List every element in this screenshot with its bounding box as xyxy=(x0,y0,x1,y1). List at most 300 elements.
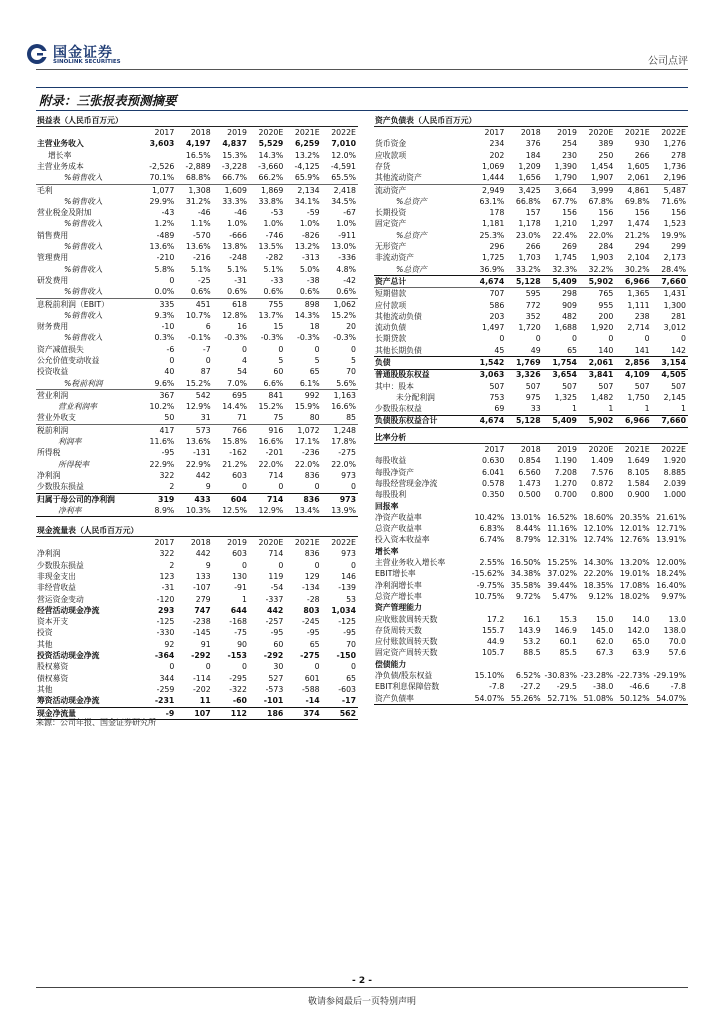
value-cell: 12.74% xyxy=(583,535,614,545)
ratio-analysis-table xyxy=(374,432,688,705)
row-label: 主营业务收入 xyxy=(37,139,84,149)
value-cell: 772 xyxy=(525,300,541,310)
page-header xyxy=(0,0,724,80)
value-cell: 5,529 xyxy=(258,139,284,149)
value-cell: -4,591 xyxy=(330,161,356,171)
table-row xyxy=(374,512,688,523)
row-label: 归属于母公司的净利润 xyxy=(36,493,140,505)
value-cell: 155.7 xyxy=(482,625,505,635)
value-cell: 1,034 xyxy=(331,605,356,615)
value-cell: 644 xyxy=(230,605,247,615)
value-cell: 32.2% xyxy=(588,264,614,274)
value-cell: 0.6% xyxy=(227,287,247,297)
value-cell: 1.270 xyxy=(554,478,577,488)
value-cell: -46 xyxy=(234,208,247,218)
value-cell: 129 xyxy=(304,571,320,581)
row-label: EBIT增长率 xyxy=(375,569,416,579)
row-label: 无形资产 xyxy=(375,242,407,252)
value-cell: 141 xyxy=(634,345,650,355)
value-cell: -9.75% xyxy=(476,580,505,590)
value-cell: 374 xyxy=(285,707,321,719)
value-cell: 507 xyxy=(598,381,614,391)
row-label: 未分配利润 xyxy=(396,392,435,402)
row-label: 存货周转天数 xyxy=(375,625,422,635)
value-cell: 0 xyxy=(169,275,175,285)
value-cell: 0 xyxy=(242,482,247,492)
value-cell: 0 xyxy=(278,482,284,492)
value-cell: 31.2% xyxy=(185,196,211,206)
value-cell: 0 xyxy=(314,560,320,570)
value-cell: 60 xyxy=(273,639,284,649)
value-cell: 0.500 xyxy=(518,490,541,500)
section-title: 损益表（人民币百万元） xyxy=(36,115,358,127)
value-cell: 482 xyxy=(562,311,577,321)
value-cell: 1 xyxy=(644,404,650,414)
value-cell: -210 xyxy=(156,253,175,263)
value-cell: 1,209 xyxy=(518,161,541,171)
value-cell: 30 xyxy=(273,662,284,672)
table-row xyxy=(374,682,688,693)
value-cell: 507 xyxy=(525,381,541,391)
value-cell: 766 xyxy=(213,425,249,437)
value-cell: 12.5% xyxy=(213,505,249,517)
value-cell: 13.2% xyxy=(294,242,320,252)
value-cell: 13.0% xyxy=(331,242,356,252)
value-cell: -295 xyxy=(229,673,247,683)
value-cell: 1,769 xyxy=(506,357,542,369)
value-cell: 33 xyxy=(530,404,541,414)
row-label: 所得税率 xyxy=(58,459,90,469)
value-cell: -14 xyxy=(305,696,320,706)
row-label: 利润率 xyxy=(58,437,82,447)
value-cell: 107 xyxy=(176,707,212,719)
table-row xyxy=(374,381,688,392)
value-cell: -275 xyxy=(300,651,320,661)
value-cell: 145.0 xyxy=(590,625,614,635)
value-cell: 3,999 xyxy=(579,184,615,196)
value-cell: 22.4% xyxy=(552,230,577,240)
value-cell: 3,425 xyxy=(506,184,542,196)
value-cell: -257 xyxy=(265,617,284,627)
value-cell: 0 xyxy=(278,344,284,354)
value-cell: 1.0% xyxy=(336,219,356,229)
value-cell: -292 xyxy=(191,651,211,661)
value-cell: 507 xyxy=(489,381,505,391)
table-row xyxy=(36,344,358,355)
row-label: 经营活动现金净流 xyxy=(37,605,100,615)
value-cell: -168 xyxy=(229,617,247,627)
table-row xyxy=(374,184,688,196)
value-cell: 70 xyxy=(346,639,356,649)
row-label: 负债股东权益合计 xyxy=(374,415,470,427)
value-cell: 695 xyxy=(213,390,249,402)
value-cell: 542 xyxy=(176,390,212,402)
row-label: EBIT利息保障倍数 xyxy=(375,682,440,692)
value-cell: 1,523 xyxy=(663,219,686,229)
value-cell: -114 xyxy=(192,673,211,683)
value-cell: 1.473 xyxy=(518,478,541,488)
value-cell: -25 xyxy=(197,275,211,285)
value-cell: 1,300 xyxy=(663,300,686,310)
value-cell: 352 xyxy=(525,311,541,321)
value-cell: -911 xyxy=(338,230,356,240)
value-cell: 5.6% xyxy=(336,378,356,388)
cash-flow-panel xyxy=(36,525,358,720)
value-cell: 4,109 xyxy=(615,369,651,381)
page-number: - 2 - xyxy=(352,976,372,986)
row-label: 长期贷款 xyxy=(375,334,407,344)
value-cell: 0 xyxy=(351,560,356,570)
logo-text-en: SINOLINK SECURITIES xyxy=(53,59,121,65)
value-cell: 15.2% xyxy=(258,402,284,412)
table-row xyxy=(36,628,358,639)
row-label: 少数股东权益 xyxy=(375,404,422,414)
value-cell: 1.1% xyxy=(190,219,211,229)
value-cell: 39.44% xyxy=(547,580,577,590)
value-cell: 15.3% xyxy=(222,150,247,160)
value-cell: 18.02% xyxy=(619,591,650,601)
value-cell: 25.3% xyxy=(479,230,505,240)
value-cell: 203 xyxy=(489,311,505,321)
value-cell: 1,720 xyxy=(518,323,541,333)
value-cell: 9 xyxy=(205,482,211,492)
income-statement-panel xyxy=(36,115,358,517)
value-cell: -330 xyxy=(156,628,175,638)
value-cell: 69 xyxy=(494,404,505,414)
value-cell: 31 xyxy=(200,413,211,423)
value-cell: -95 xyxy=(161,448,175,458)
table-row xyxy=(374,659,688,670)
section-title: 资产负债表（人民币百万元） xyxy=(374,115,688,127)
table-row xyxy=(36,639,358,650)
value-cell: 234 xyxy=(489,139,505,149)
value-cell: 1,482 xyxy=(590,392,614,402)
row-label: 毛利 xyxy=(36,184,140,196)
value-cell: 254 xyxy=(562,139,577,149)
value-cell: 298 xyxy=(543,288,579,300)
value-cell: 7,660 xyxy=(652,415,688,427)
header-divider xyxy=(36,69,688,70)
value-cell: 184 xyxy=(525,150,541,160)
row-label: 净利率 xyxy=(36,505,140,517)
value-cell: 714 xyxy=(268,470,284,480)
year-header: 2017 xyxy=(140,127,176,139)
value-cell: 0 xyxy=(278,560,284,570)
value-cell: 1,072 xyxy=(285,425,321,437)
value-cell: 299 xyxy=(671,242,686,252)
row-label: 非现金支出 xyxy=(37,571,76,581)
year-header: 2019 xyxy=(213,127,249,139)
value-cell: 18.24% xyxy=(656,569,686,579)
table-row xyxy=(374,580,688,591)
table-row xyxy=(36,493,358,505)
value-cell: -588 xyxy=(301,684,320,694)
table-row xyxy=(374,345,688,357)
value-cell: 13.4% xyxy=(285,505,321,517)
value-cell: 146.9 xyxy=(554,625,577,635)
value-cell: 322 xyxy=(159,470,175,480)
row-label: 净资产收益率 xyxy=(375,512,422,522)
value-cell: 1,297 xyxy=(590,219,614,229)
value-cell xyxy=(615,501,651,512)
value-cell: 156 xyxy=(634,208,650,218)
value-cell: 1,454 xyxy=(590,161,614,171)
value-cell: 0 xyxy=(242,344,247,354)
value-cell: 0 xyxy=(499,334,505,344)
table-row xyxy=(374,467,688,478)
value-cell: 13.6% xyxy=(149,242,175,252)
balance-sheet-table xyxy=(374,115,688,428)
value-cell: 417 xyxy=(140,425,176,437)
value-cell: 16.52% xyxy=(547,512,577,522)
row-label: 投资活动现金净流 xyxy=(37,651,100,661)
value-cell: 156 xyxy=(598,208,614,218)
table-row xyxy=(374,300,688,311)
value-cell: 2 xyxy=(169,560,175,570)
row-label: 短期借款 xyxy=(374,288,470,300)
value-cell: 2 xyxy=(169,482,175,492)
value-cell: 8.885 xyxy=(663,467,686,477)
value-cell: 1,869 xyxy=(249,184,285,196)
row-label: 投资 xyxy=(37,628,53,638)
value-cell: 3,664 xyxy=(543,184,579,196)
value-cell: 21.2% xyxy=(222,459,247,469)
value-cell: 67.8% xyxy=(588,196,614,206)
table-row xyxy=(374,322,688,333)
value-cell: -216 xyxy=(192,253,211,263)
value-cell: 17.2 xyxy=(486,614,505,624)
value-cell xyxy=(652,501,688,512)
row-label: %总资产 xyxy=(396,264,427,274)
footer-divider xyxy=(36,987,688,988)
value-cell: 0 xyxy=(572,334,577,344)
row-label: 每股经营现金净流 xyxy=(375,478,438,488)
value-cell: 2.039 xyxy=(663,478,686,488)
value-cell: 13.0 xyxy=(668,614,686,624)
value-cell: 33.2% xyxy=(515,264,541,274)
value-cell: -322 xyxy=(229,684,247,694)
value-cell: 10.75% xyxy=(474,591,505,601)
value-cell: 50 xyxy=(164,413,175,423)
value-cell: 63.1% xyxy=(479,196,505,206)
value-cell: 975 xyxy=(525,392,541,402)
value-cell: 5 xyxy=(314,355,320,365)
value-cell: -7 xyxy=(202,344,211,354)
value-cell: 55.26% xyxy=(506,693,542,705)
value-cell: 15.2% xyxy=(331,310,356,320)
value-cell: 2,418 xyxy=(322,184,358,196)
value-cell: -29.5 xyxy=(556,682,577,692)
value-cell: -46.6 xyxy=(629,682,650,692)
table-row xyxy=(36,150,358,161)
table-row xyxy=(36,241,358,252)
value-cell: 0 xyxy=(351,482,356,492)
table-row xyxy=(36,605,358,616)
table-row xyxy=(36,448,358,459)
value-cell: 7.208 xyxy=(554,467,577,477)
value-cell: -43 xyxy=(161,208,175,218)
value-cell: 389 xyxy=(598,139,614,149)
value-cell: 186 xyxy=(249,707,285,719)
value-cell: 1,497 xyxy=(482,323,505,333)
value-cell: -38.0 xyxy=(593,682,614,692)
value-cell: 9.72% xyxy=(515,591,541,601)
value-cell: 66.2% xyxy=(258,173,284,183)
year-header: 2018 xyxy=(506,444,542,456)
row-label: 少数股东损益 xyxy=(37,482,84,492)
value-cell: 1,745 xyxy=(554,253,577,263)
value-cell: 156 xyxy=(562,208,577,218)
value-cell: 13.5% xyxy=(258,242,284,252)
value-cell: 973 xyxy=(322,493,358,505)
value-cell: 0 xyxy=(644,334,650,344)
table-row xyxy=(374,456,688,467)
table-row xyxy=(374,670,688,681)
value-cell: 29.9% xyxy=(149,196,175,206)
row-label: 总资产增长率 xyxy=(375,591,422,601)
value-cell: -60 xyxy=(232,696,247,706)
value-cell: 1 xyxy=(681,404,686,414)
value-cell: 973 xyxy=(341,549,356,559)
table-row xyxy=(36,482,358,494)
value-cell: 293 xyxy=(158,605,175,615)
value-cell: -746 xyxy=(265,230,284,240)
table-row xyxy=(36,219,358,230)
table-row xyxy=(36,459,358,470)
value-cell: 15.9% xyxy=(294,402,320,412)
value-cell: 296 xyxy=(489,242,505,252)
value-cell xyxy=(470,659,506,670)
value-cell: 50.12% xyxy=(615,693,651,705)
value-cell: 49 xyxy=(530,345,541,355)
value-cell: -0.3% xyxy=(260,333,284,343)
value-cell: 5,487 xyxy=(652,184,688,196)
table-row xyxy=(36,425,358,437)
value-cell: 67.3 xyxy=(595,648,614,658)
value-cell: -2,526 xyxy=(149,161,175,171)
row-label: %总资产 xyxy=(396,196,427,206)
value-cell: 0.872 xyxy=(590,478,614,488)
row-label: 投入资本收益率 xyxy=(375,535,430,545)
year-header: 2017 xyxy=(470,444,506,456)
value-cell: 178 xyxy=(489,208,505,218)
row-label: 股权募资 xyxy=(37,662,69,672)
value-cell: 1.000 xyxy=(663,490,686,500)
section-title-row xyxy=(374,115,688,127)
table-row xyxy=(36,582,358,593)
value-cell: -95 xyxy=(306,628,320,638)
value-cell: 13.6% xyxy=(185,242,211,252)
table-row xyxy=(36,436,358,447)
value-cell: 65.0 xyxy=(632,637,650,647)
value-cell: -153 xyxy=(227,651,247,661)
value-cell: 4,674 xyxy=(470,276,506,288)
value-cell xyxy=(652,659,688,670)
table-row xyxy=(374,648,688,659)
value-cell: 16.6% xyxy=(258,437,284,447)
value-cell: 1.0% xyxy=(263,219,284,229)
value-cell: 0.6% xyxy=(299,287,320,297)
value-cell: 0.6% xyxy=(263,287,284,297)
value-cell: 9.97% xyxy=(661,591,686,601)
table-row xyxy=(374,172,688,184)
row-label: 回报率 xyxy=(375,501,399,511)
value-cell: 16 xyxy=(237,322,247,332)
value-cell: 14.0 xyxy=(632,614,650,624)
value-cell: 80 xyxy=(309,413,320,423)
value-cell: 53 xyxy=(346,594,356,604)
row-label: 少数股东损益 xyxy=(37,560,84,570)
value-cell: 9.3% xyxy=(154,310,175,320)
value-cell: 4,197 xyxy=(185,139,211,149)
section-title: 现金流量表（人民币百万元） xyxy=(36,525,358,537)
value-cell: -0.1% xyxy=(188,333,211,343)
value-cell: -231 xyxy=(154,696,175,706)
value-cell: -162 xyxy=(229,448,247,458)
table-row xyxy=(374,636,688,647)
year-header: 2020E xyxy=(579,127,615,139)
value-cell: -120 xyxy=(156,594,175,604)
value-cell: 1,181 xyxy=(482,219,505,229)
value-cell: 16.40% xyxy=(656,580,686,590)
value-cell: 7.0% xyxy=(227,378,247,388)
value-cell: -53 xyxy=(270,208,284,218)
value-cell: 14.30% xyxy=(583,558,614,568)
year-header: 2018 xyxy=(176,537,212,549)
value-cell: 7,660 xyxy=(652,276,688,288)
value-cell: 0.3% xyxy=(154,333,175,343)
value-cell: 13.91% xyxy=(656,535,686,545)
table-row xyxy=(374,602,688,613)
value-cell: 1,325 xyxy=(554,392,577,402)
value-cell: 6,966 xyxy=(615,276,651,288)
table-row xyxy=(374,557,688,568)
row-label: 其他流动资产 xyxy=(375,173,422,183)
value-cell xyxy=(470,501,506,512)
value-cell: 14.3% xyxy=(294,310,320,320)
year-header: 2022E xyxy=(652,444,688,456)
value-cell: 66.7% xyxy=(222,173,247,183)
logo-text-cn: 国金证券 xyxy=(53,45,113,61)
value-cell: 67.7% xyxy=(552,196,577,206)
value-cell: 278 xyxy=(671,150,686,160)
value-cell: 955 xyxy=(598,300,614,310)
value-cell: -2,889 xyxy=(185,161,211,171)
value-cell: 200 xyxy=(598,311,614,321)
value-cell: 22.9% xyxy=(149,459,175,469)
value-cell: 13.2% xyxy=(294,150,320,160)
value-cell: 142.0 xyxy=(627,625,650,635)
value-cell: 63.9 xyxy=(632,648,650,658)
year-header-row xyxy=(36,537,358,549)
value-cell: -23.28% xyxy=(580,670,614,680)
value-cell: 34.38% xyxy=(510,569,541,579)
value-cell: 562 xyxy=(322,707,358,719)
value-cell: 3,154 xyxy=(652,357,688,369)
value-cell: 11 xyxy=(199,696,211,706)
value-cell: -75 xyxy=(234,628,247,638)
value-cell: -275 xyxy=(338,448,356,458)
row-label: %销售收入 xyxy=(64,196,103,206)
value-cell: 230 xyxy=(562,150,577,160)
value-cell: 0 xyxy=(314,662,320,672)
value-cell: 3,326 xyxy=(506,369,542,381)
table-row xyxy=(36,505,358,517)
value-cell: -9 xyxy=(140,707,176,719)
value-cell: 10.7% xyxy=(185,310,211,320)
value-cell: 65 xyxy=(309,367,320,377)
value-cell: 0 xyxy=(535,334,541,344)
